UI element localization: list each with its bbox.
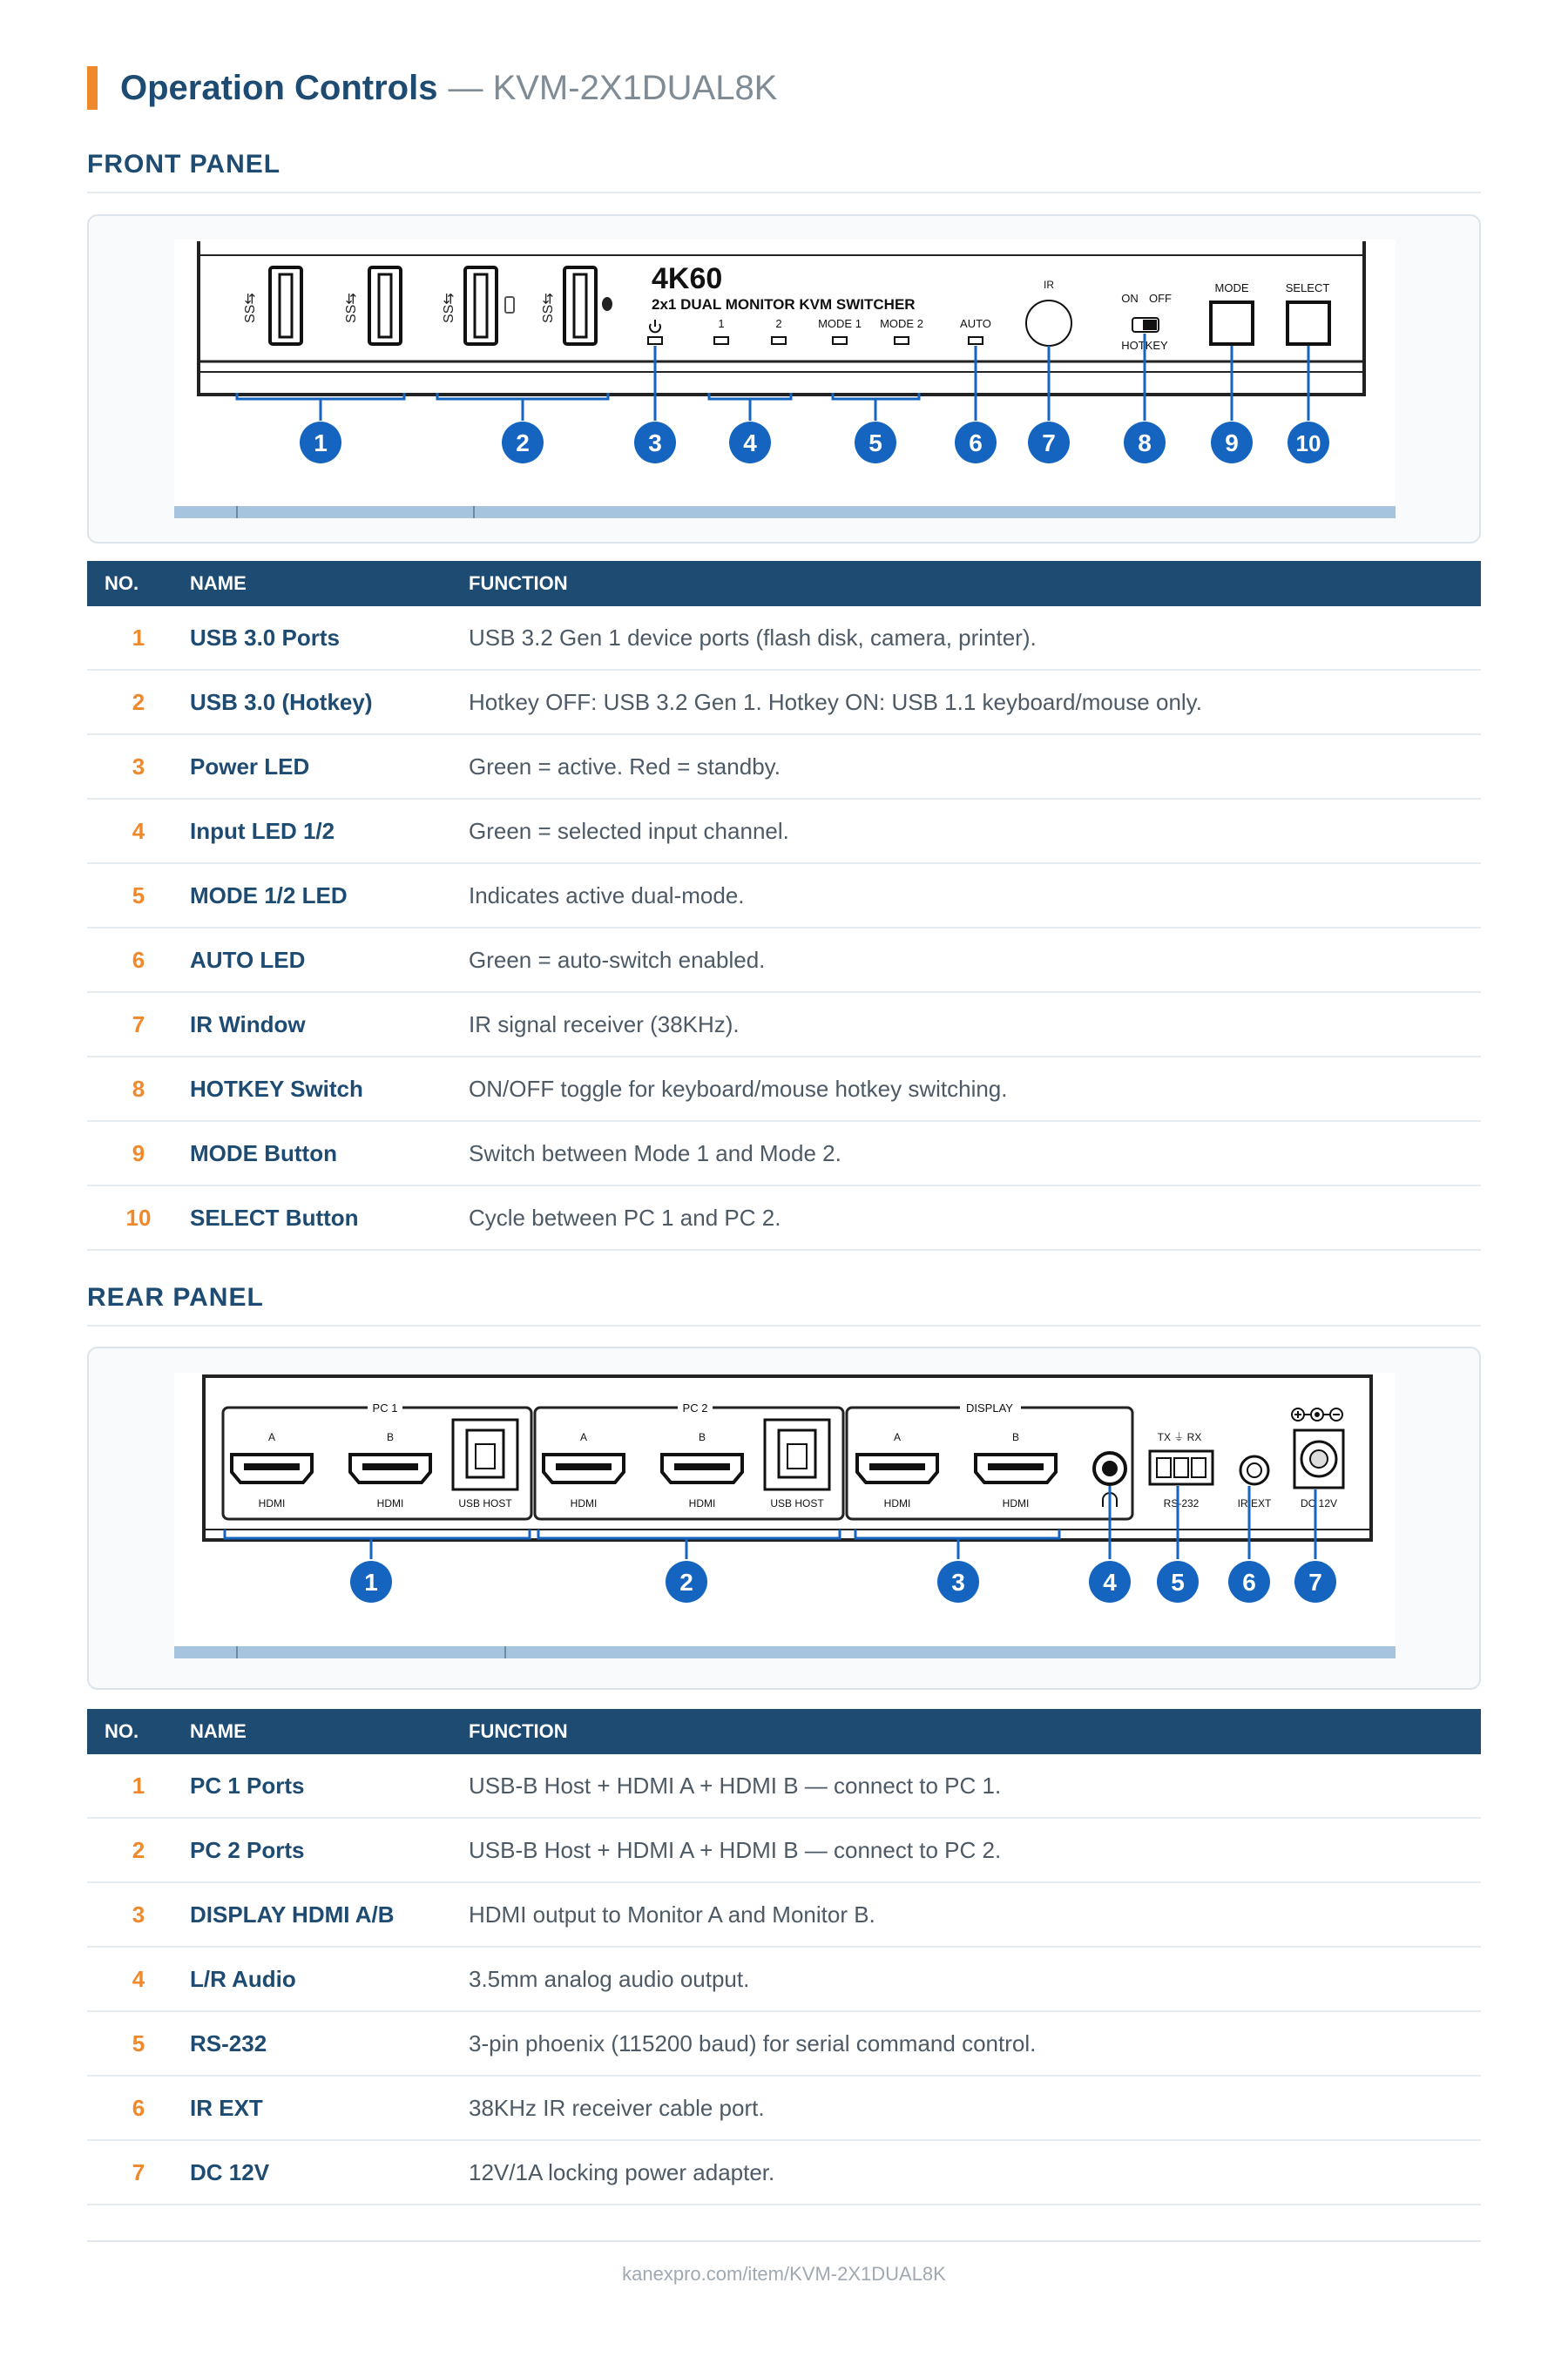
row-function: 3-pin phoenix (115200 baud) for serial command control. <box>469 2011 1481 2076</box>
row-number: 2 <box>87 670 190 734</box>
svg-text:HDMI: HDMI <box>258 1497 286 1509</box>
device-model-text: 2x1 DUAL MONITOR KVM SWITCHER <box>652 296 916 313</box>
row-function: Hotkey OFF: USB 3.2 Gen 1. Hotkey ON: USB 1.1 keyboard/mouse only. <box>469 670 1481 734</box>
svg-text:B: B <box>1011 1431 1020 1443</box>
pc2-group-label: PC 2 <box>682 1401 708 1415</box>
table-row <box>87 606 1481 670</box>
device-brand: 4K60 <box>652 262 723 295</box>
svg-text:3: 3 <box>648 429 662 456</box>
svg-text:5: 5 <box>868 429 882 456</box>
row-name: MODE 1/2 LED <box>190 863 469 928</box>
row-function: ON/OFF toggle for keyboard/mouse hotkey switching. <box>469 1057 1481 1121</box>
table-row <box>87 2076 1481 2140</box>
callout-3 <box>937 1561 979 1603</box>
hotkey-label: HOTKEY <box>1121 339 1168 352</box>
svg-text:HDMI: HDMI <box>1002 1497 1030 1509</box>
row-function: 12V/1A locking power adapter. <box>469 2140 1481 2205</box>
callout-10 <box>1288 422 1329 463</box>
front-panel-heading: FRONT PANEL <box>87 150 1481 193</box>
front-panel-diagram-frame <box>87 214 1481 544</box>
svg-text:6: 6 <box>1242 1569 1256 1596</box>
row-number: 8 <box>87 1057 190 1121</box>
rear-panel-diagram <box>174 1373 1396 1658</box>
row-function: IR signal receiver (38KHz). <box>469 992 1481 1057</box>
callout-2 <box>666 1561 707 1603</box>
callout-5 <box>855 422 896 463</box>
row-function: USB-B Host + HDMI A + HDMI B — connect to PC 2. <box>469 1818 1481 1882</box>
rear-panel-table <box>87 1709 1481 2205</box>
svg-text:2: 2 <box>775 317 782 330</box>
page-title <box>87 66 777 110</box>
table-row <box>87 2140 1481 2205</box>
table-row <box>87 992 1481 1057</box>
front-cropped-strip <box>174 506 1396 518</box>
svg-text:A: A <box>893 1431 902 1443</box>
mode-button-label: MODE <box>1214 281 1249 294</box>
row-name: AUTO LED <box>190 928 469 992</box>
ir-ext-port-icon <box>1240 1456 1268 1484</box>
table-row <box>87 928 1481 992</box>
svg-text:8: 8 <box>1138 429 1152 456</box>
callout-1 <box>300 422 341 463</box>
row-function: HDMI output to Monitor A and Monitor B. <box>469 1882 1481 1947</box>
row-name: L/R Audio <box>190 1947 469 2011</box>
select-button-icon <box>1288 302 1329 344</box>
svg-text:A: A <box>579 1431 588 1443</box>
row-name: RS-232 <box>190 2011 469 2076</box>
row-number: 7 <box>87 2140 190 2205</box>
title-accent-bar <box>87 66 98 110</box>
table-row <box>87 1754 1481 1818</box>
svg-text:SS⇆: SS⇆ <box>243 293 258 323</box>
callout-5 <box>1157 1561 1199 1603</box>
hotkey-switch-icon <box>1132 318 1159 332</box>
svg-text:USB HOST: USB HOST <box>458 1497 512 1509</box>
select-button-label: SELECT <box>1285 281 1330 294</box>
svg-text:2: 2 <box>516 429 530 456</box>
footer-url[interactable]: kanexpro.com/item/KVM-2X1DUAL8K <box>622 2263 946 2285</box>
row-name: PC 2 Ports <box>190 1818 469 1882</box>
front-panel-table <box>87 561 1481 1251</box>
row-number: 5 <box>87 2011 190 2076</box>
header-name: NAME <box>190 1709 469 1754</box>
row-name: Input LED 1/2 <box>190 799 469 863</box>
svg-text:9: 9 <box>1225 429 1239 456</box>
svg-text:MODE 2: MODE 2 <box>880 317 923 330</box>
table-row <box>87 1882 1481 1947</box>
table-row <box>87 1818 1481 1882</box>
svg-text:4: 4 <box>743 429 757 456</box>
row-function: Switch between Mode 1 and Mode 2. <box>469 1121 1481 1185</box>
front-panel-diagram <box>174 240 1396 518</box>
callout-4 <box>729 422 771 463</box>
table-row <box>87 1185 1481 1250</box>
row-number: 6 <box>87 2076 190 2140</box>
header-function: FUNCTION <box>469 1709 1481 1754</box>
row-name: DISPLAY HDMI A/B <box>190 1882 469 1947</box>
callout-8 <box>1124 422 1166 463</box>
svg-text:MODE 1: MODE 1 <box>818 317 862 330</box>
ir-label: IR <box>1044 279 1054 291</box>
row-number: 7 <box>87 992 190 1057</box>
table-row <box>87 1057 1481 1121</box>
svg-text:B: B <box>698 1431 706 1443</box>
svg-text:7: 7 <box>1042 429 1056 456</box>
table-row <box>87 2011 1481 2076</box>
row-number: 6 <box>87 928 190 992</box>
ir-window-icon <box>1026 301 1071 346</box>
table-row <box>87 1947 1481 2011</box>
dc-power-jack-icon <box>1294 1430 1343 1488</box>
ir-ext-label: IR EXT <box>1237 1497 1272 1509</box>
mouse-icon <box>602 297 612 311</box>
row-name: Power LED <box>190 734 469 799</box>
footer-divider <box>87 2240 1481 2242</box>
row-number: 3 <box>87 1882 190 1947</box>
callout-1 <box>350 1561 392 1603</box>
row-name: SELECT Button <box>190 1185 469 1250</box>
svg-text:7: 7 <box>1308 1569 1322 1596</box>
svg-text:SS⇆: SS⇆ <box>442 293 456 323</box>
table-row <box>87 734 1481 799</box>
row-name: USB 3.0 Ports <box>190 606 469 670</box>
svg-text:10: 10 <box>1295 430 1321 456</box>
row-number: 9 <box>87 1121 190 1185</box>
header-no: NO. <box>87 561 190 606</box>
svg-text:HDMI: HDMI <box>688 1497 716 1509</box>
table-row <box>87 799 1481 863</box>
row-number: 4 <box>87 799 190 863</box>
svg-text:3: 3 <box>951 1569 965 1596</box>
row-number: 1 <box>87 606 190 670</box>
row-name: HOTKEY Switch <box>190 1057 469 1121</box>
svg-text:HDMI: HDMI <box>570 1497 598 1509</box>
row-number: 2 <box>87 1818 190 1882</box>
title-model: — KVM-2X1DUAL8K <box>448 68 778 107</box>
svg-text:B: B <box>386 1431 395 1443</box>
row-function: 38KHz IR receiver cable port. <box>469 2076 1481 2140</box>
mode-button-icon <box>1211 302 1253 344</box>
row-name: DC 12V <box>190 2140 469 2205</box>
svg-text:1: 1 <box>718 317 725 330</box>
callout-7 <box>1294 1561 1336 1603</box>
header-no: NO. <box>87 1709 190 1754</box>
callout-7 <box>1028 422 1070 463</box>
callout-3 <box>634 422 676 463</box>
callout-4 <box>1089 1561 1131 1603</box>
rear-table-header <box>87 1709 1481 1754</box>
row-function: Green = selected input channel. <box>469 799 1481 863</box>
row-function: Green = auto-switch enabled. <box>469 928 1481 992</box>
rear-panel-diagram-frame <box>87 1347 1481 1690</box>
row-number: 3 <box>87 734 190 799</box>
txrx-label: TX ⏚ RX <box>1157 1431 1202 1443</box>
svg-text:5: 5 <box>1171 1569 1185 1596</box>
svg-text:HDMI: HDMI <box>376 1497 404 1509</box>
title-main: Operation Controls <box>120 68 438 107</box>
header-name: NAME <box>190 561 469 606</box>
callout-2 <box>502 422 544 463</box>
display-group-label: DISPLAY <box>966 1401 1013 1415</box>
pc1-group-label: PC 1 <box>372 1401 398 1415</box>
row-function: USB 3.2 Gen 1 device ports (flash disk, camera, printer). <box>469 606 1481 670</box>
callout-6 <box>1228 1561 1270 1603</box>
rs232-label: RS-232 <box>1163 1497 1200 1509</box>
rs232-terminal-icon <box>1150 1451 1213 1484</box>
svg-text:1: 1 <box>314 429 328 456</box>
row-name: IR EXT <box>190 2076 469 2140</box>
table-row <box>87 1121 1481 1185</box>
row-function: 3.5mm analog audio output. <box>469 1947 1481 2011</box>
svg-text:6: 6 <box>969 429 983 456</box>
callout-6 <box>955 422 997 463</box>
svg-text:A: A <box>267 1431 276 1443</box>
svg-text:SS⇆: SS⇆ <box>541 293 556 323</box>
callout-9 <box>1211 422 1253 463</box>
svg-text:4: 4 <box>1103 1569 1117 1596</box>
row-function: Cycle between PC 1 and PC 2. <box>469 1185 1481 1250</box>
table-row <box>87 670 1481 734</box>
row-number: 5 <box>87 863 190 928</box>
dc-label: DC 12V <box>1300 1497 1338 1509</box>
rear-panel-heading: REAR PANEL <box>87 1283 1481 1327</box>
row-number: 10 <box>87 1185 190 1250</box>
svg-text:2: 2 <box>679 1569 693 1596</box>
row-name: IR Window <box>190 992 469 1057</box>
row-number: 4 <box>87 1947 190 2011</box>
switch-off-label: OFF <box>1149 292 1172 305</box>
svg-text:USB HOST: USB HOST <box>770 1497 824 1509</box>
svg-text:SS⇆: SS⇆ <box>344 293 359 323</box>
front-table-header <box>87 561 1481 606</box>
row-function: Green = active. Red = standby. <box>469 734 1481 799</box>
svg-text:1: 1 <box>364 1569 378 1596</box>
table-row <box>87 863 1481 928</box>
row-function: USB-B Host + HDMI A + HDMI B — connect to PC 1. <box>469 1754 1481 1818</box>
row-number: 1 <box>87 1754 190 1818</box>
row-function: Indicates active dual-mode. <box>469 863 1481 928</box>
svg-text:HDMI: HDMI <box>883 1497 911 1509</box>
header-function: FUNCTION <box>469 561 1481 606</box>
rear-cropped-strip <box>174 1646 1396 1658</box>
svg-text:AUTO: AUTO <box>960 317 991 330</box>
row-name: MODE Button <box>190 1121 469 1185</box>
row-name: USB 3.0 (Hotkey) <box>190 670 469 734</box>
row-name: PC 1 Ports <box>190 1754 469 1818</box>
switch-on-label: ON <box>1121 292 1139 305</box>
